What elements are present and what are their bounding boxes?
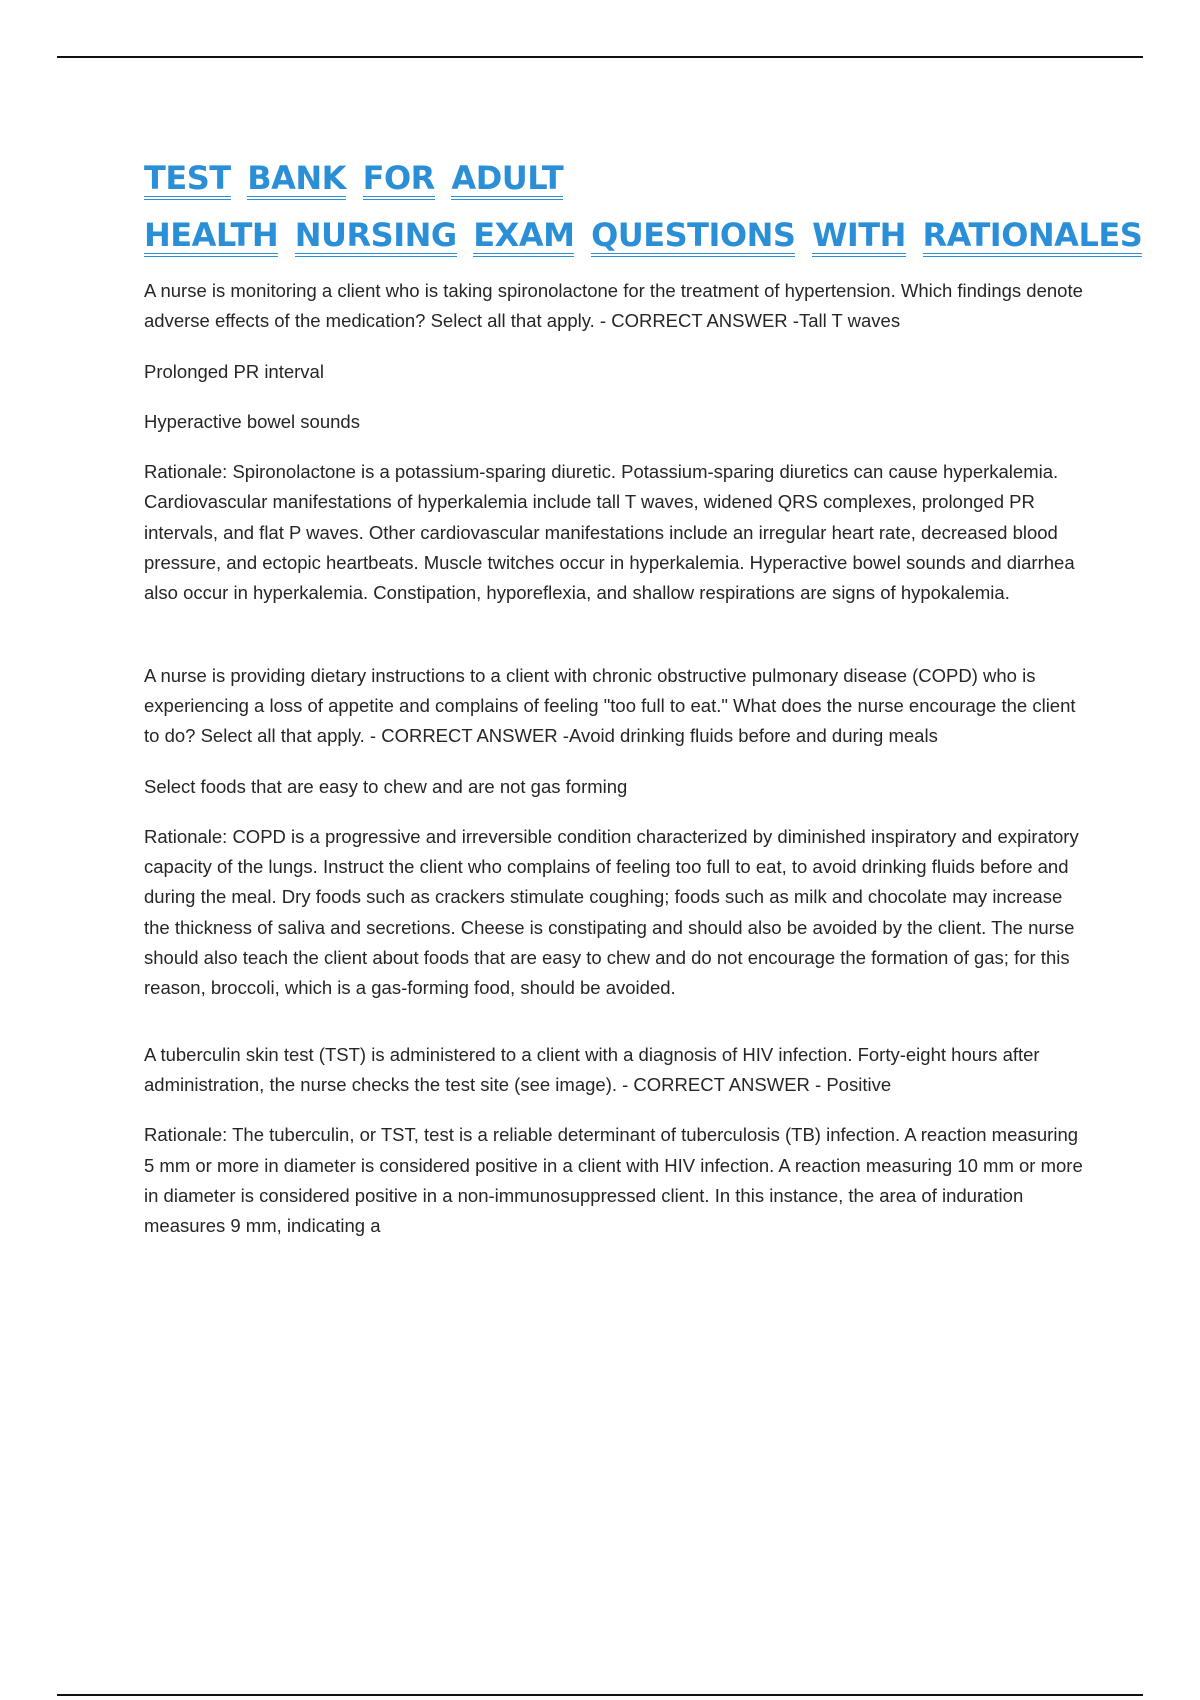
document-title: [144, 150, 1143, 264]
answer-option: Select foods that are easy to chew and are not gas forming: [144, 775, 628, 797]
title-word: FOR: [363, 160, 435, 200]
question-block-1: [144, 276, 1084, 609]
title-word: NURSING: [295, 217, 457, 257]
bottom-rule: [57, 1694, 1143, 1696]
document-body: [144, 276, 1084, 1261]
answer-option: Prolonged PR interval: [144, 360, 324, 382]
title-word: HEALTH: [144, 217, 278, 257]
rationale-text: Rationale: COPD is a progressive and irreversible condition characterized by diminished inspiratory and expiratory capacity of the lungs. Instruct the client who complains of feeling too full to eat, to avoid drinking fluids before and during the meal. Dry foods such as crackers stimulate coughing; foods such as milk and chocolate may increase the thickness of saliva and secretions. Cheese is constipating and should also be avoided by the client. The nurse should also teach the client about foods that are easy to chew and do not encourage the formation of gas; for this reason, broccoli, which is a gas-forming food, should be avoided.: [144, 825, 1079, 999]
title-line-1: [144, 150, 1084, 207]
question-text: A tuberculin skin test (TST) is administered to a client with a diagnosis of HIV infection. Forty-eight hours after administration, the nurse checks the test site (see image). - CORRECT ANSWER - Positive: [144, 1043, 1040, 1095]
question-text: A nurse is providing dietary instructions to a client with chronic obstructive pulmonary disease (COPD) who is experiencing a loss of appetite and complains of feeling "too full to eat." What does the nurse encourage the client to do? Select all that apply. - CORRECT ANSWER -Avoid drinking fluids before and during meals: [144, 664, 1076, 747]
rationale-text: Rationale: Spironolactone is a potassium-sparing diuretic. Potassium-sparing diuretics can cause hyperkalemia. Cardiovascular manifestations of hyperkalemia include tall T waves, widened QRS complexes, prolonged PR intervals, and flat P waves. Other cardiovascular manifestations include an irregular heart rate, decreased blood pressure, and ectopic heartbeats. Muscle twitches occur in hyperkalemia. Hyperactive bowel sounds and diarrhea also occur in hyperkalemia. Constipation, hyporeflexia, and shallow respirations are signs of hypokalemia.: [144, 461, 1075, 604]
answer-option: Hyperactive bowel sounds: [144, 410, 360, 432]
question-block-3: [144, 1040, 1084, 1242]
title-word: WITH: [812, 217, 906, 257]
spacer: [144, 1024, 1084, 1040]
question-block-2: [144, 661, 1084, 1004]
title-line-2: [144, 207, 1143, 264]
title-word: RATIONALES: [923, 217, 1143, 257]
title-word: TEST: [144, 160, 231, 200]
question-text: A nurse is monitoring a client who is taking spironolactone for the treatment of hypertension. Which findings denote adverse effects of the medication? Select all that apply. - CORRECT ANSWER -Tall T waves: [144, 280, 1083, 332]
rationale-text: Rationale: The tuberculin, or TST, test is a reliable determinant of tuberculosis (TB) infection. A reaction measuring 5 mm or more in diameter is considered positive in a client with HIV infection. A reaction measuring 10 mm or more in diameter is considered positive in a non-immunosuppressed client. In this instance, the area of induration measures 9 mm, indicating a: [144, 1124, 1083, 1237]
title-word: BANK: [247, 160, 346, 200]
title-word: QUESTIONS: [591, 217, 795, 257]
spacer: [144, 629, 1084, 661]
title-word: ADULT: [451, 160, 563, 200]
top-rule: [57, 56, 1143, 58]
title-word: EXAM: [473, 217, 574, 257]
